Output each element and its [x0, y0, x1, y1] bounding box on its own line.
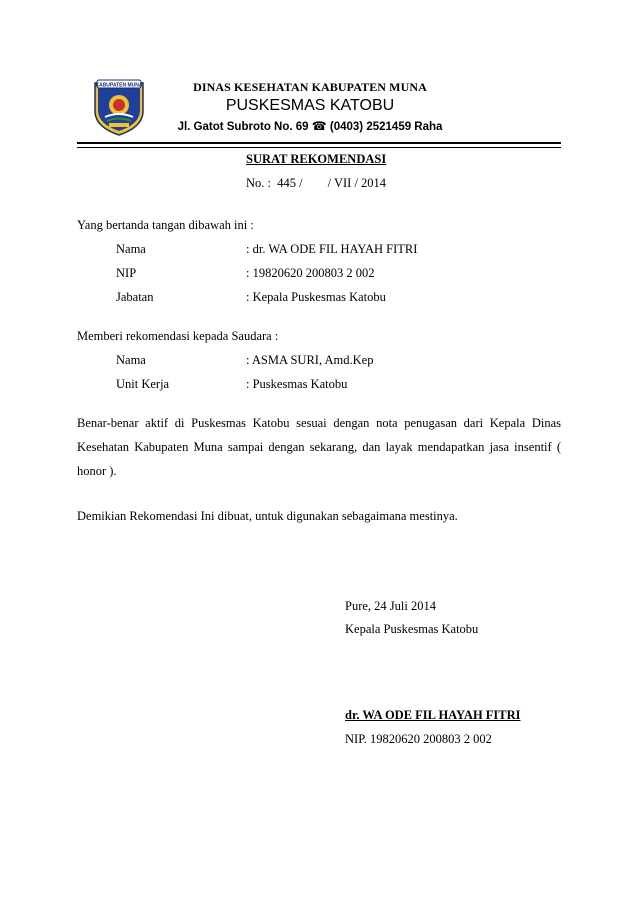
recipient-unit-label: Unit Kerja [116, 377, 170, 391]
signer-name-value: : dr. WA ODE FIL HAYAH FITRI [246, 242, 418, 256]
signature-nip: NIP. 19820620 200803 2 002 [345, 732, 492, 746]
intro-text: Yang bertanda tangan dibawah ini : [77, 218, 254, 232]
letter-title: SURAT REKOMENDASI [246, 152, 387, 166]
signature-position: Kepala Puskesmas Katobu [345, 622, 479, 636]
signature-name: dr. WA ODE FIL HAYAH FITRI [345, 708, 521, 722]
signer-name-label: Nama [116, 242, 146, 256]
agency-name: DINAS KESEHATAN KABUPATEN MUNA [193, 80, 427, 94]
crest-banner-text: KABUPATEN MUNA [95, 82, 143, 89]
closing-text: Demikian Rekomendasi Ini dibuat, untuk digunakan sebagaimana mestinya. [77, 509, 458, 523]
recipient-name-label: Nama [116, 353, 146, 367]
recipient-name-value: : ASMA SURI, Amd.Kep [246, 353, 374, 367]
signature-place-date: Pure, 24 Juli 2014 [345, 599, 436, 613]
recipient-unit-value: : Puskesmas Katobu [246, 377, 348, 391]
address-text: Jl. Gatot Subroto No. 69 [177, 121, 312, 133]
signer-position-label: Jabatan [116, 290, 154, 304]
intro2-text: Memberi rekomendasi kepada Saudara : [77, 329, 279, 343]
letterhead-rule-thick [77, 142, 561, 144]
puskesmas-name: PUSKESMAS KATOBU [225, 97, 395, 114]
kabupaten-muna-crest-icon [91, 77, 147, 137]
address-line [150, 119, 470, 133]
signer-nip-label: NIP [116, 266, 137, 280]
phone-text: (0403) 2521459 Raha [326, 121, 443, 133]
letterhead-rule-thin [77, 147, 561, 148]
letterhead [150, 76, 470, 133]
phone-icon: ☎ [311, 119, 327, 133]
body-paragraph: Benar-benar aktif di Puskesmas Katobu sesuai dengan nota penugasan dari Kepala Dinas Kesehatan Kabupaten Muna sampai dengan sekarang, dan layak mendapatkan jasa insentif ( honor ). [77, 416, 561, 478]
signer-position-value: : Kepala Puskesmas Katobu [246, 290, 386, 304]
letter-number: No. : 445 / / VII / 2014 [246, 176, 387, 190]
signer-nip-value: : 19820620 200803 2 002 [246, 266, 375, 280]
